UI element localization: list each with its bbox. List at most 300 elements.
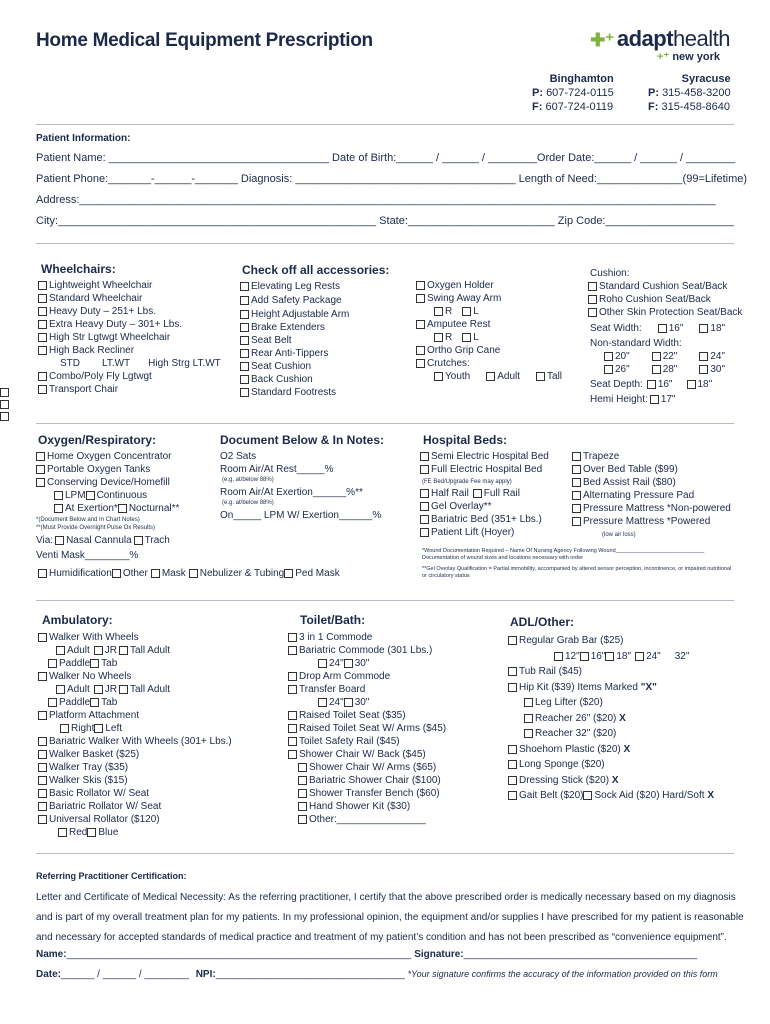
date-field[interactable]: ______ / ______ / ________ bbox=[61, 969, 189, 980]
checkbox[interactable] bbox=[38, 802, 47, 811]
checkbox[interactable] bbox=[0, 388, 9, 397]
checkbox[interactable] bbox=[572, 465, 581, 474]
option-label: Amputee Rest bbox=[427, 319, 491, 330]
type-high-strength[interactable]: High Strg LT.WT bbox=[148, 358, 221, 369]
bed-option[interactable] bbox=[572, 489, 731, 502]
ambulatory-option[interactable] bbox=[38, 761, 232, 774]
toilet-sub-option[interactable] bbox=[288, 787, 446, 800]
checkbox[interactable] bbox=[344, 659, 353, 668]
seat-width-row bbox=[588, 322, 742, 335]
checkbox[interactable] bbox=[298, 776, 307, 785]
wheelchair-option[interactable] bbox=[38, 370, 221, 383]
accessory-option[interactable] bbox=[240, 294, 349, 307]
nonstd-row-2 bbox=[588, 363, 742, 376]
name-signature-row bbox=[36, 949, 697, 960]
oxygen-option[interactable] bbox=[36, 476, 179, 489]
checkbox[interactable] bbox=[38, 346, 47, 355]
checkbox[interactable] bbox=[699, 324, 708, 333]
toilet-option[interactable] bbox=[288, 644, 446, 657]
checkbox[interactable] bbox=[38, 672, 47, 681]
seat-width-label: Seat Width: bbox=[590, 323, 642, 334]
option-label: Raised Toilet Seat W/ Arms ($45) bbox=[299, 723, 447, 734]
checkbox[interactable] bbox=[524, 698, 533, 707]
checkbox-right[interactable] bbox=[434, 333, 443, 342]
checkbox[interactable] bbox=[240, 296, 249, 305]
checkbox[interactable] bbox=[508, 636, 517, 645]
toilet-option[interactable] bbox=[288, 709, 446, 722]
x-mark: "X" bbox=[640, 681, 657, 693]
checkbox[interactable] bbox=[240, 323, 249, 332]
checkbox[interactable] bbox=[318, 659, 327, 668]
checkbox[interactable] bbox=[94, 685, 103, 694]
color-row bbox=[38, 826, 232, 839]
checkbox[interactable] bbox=[38, 750, 47, 759]
divider bbox=[36, 600, 734, 601]
ambulatory-section bbox=[38, 613, 232, 839]
ambulatory-option[interactable] bbox=[38, 787, 232, 800]
option-label: Patient Lift (Hoyer) bbox=[431, 527, 515, 538]
ambulatory-option[interactable] bbox=[38, 735, 232, 748]
checkbox[interactable] bbox=[0, 412, 9, 421]
address-line[interactable]: Address:________________________________________________________________________________________________________ bbox=[36, 194, 716, 206]
wheelchair-option[interactable] bbox=[38, 344, 221, 357]
checkbox[interactable] bbox=[420, 528, 429, 537]
checkbox[interactable] bbox=[508, 683, 517, 692]
checkbox[interactable] bbox=[38, 763, 47, 772]
signature-field[interactable]: __________________________________________ bbox=[463, 949, 698, 960]
checkbox[interactable] bbox=[38, 711, 47, 720]
option-label: 12" bbox=[565, 650, 580, 662]
checkbox[interactable] bbox=[38, 281, 47, 290]
bed-option[interactable] bbox=[572, 515, 731, 528]
checkbox[interactable] bbox=[524, 714, 533, 723]
bed-option[interactable] bbox=[572, 463, 731, 476]
accessory-option[interactable] bbox=[416, 279, 562, 292]
toilet-sub-option[interactable] bbox=[288, 761, 446, 774]
option-label: Other Skin Protection Seat/Back bbox=[599, 307, 743, 318]
checkbox[interactable] bbox=[38, 294, 47, 303]
checkbox[interactable] bbox=[38, 307, 47, 316]
checkbox[interactable] bbox=[650, 395, 659, 404]
option-label: Elevating Leg Rests bbox=[251, 281, 340, 292]
wheelchair-option[interactable] bbox=[38, 331, 221, 344]
checkbox[interactable] bbox=[60, 724, 69, 733]
date-label: Date: bbox=[36, 969, 62, 980]
ambulatory-option[interactable] bbox=[38, 813, 232, 826]
page-title: Home Medical Equipment Prescription bbox=[36, 30, 373, 51]
checkbox[interactable] bbox=[38, 789, 47, 798]
cushion-option[interactable] bbox=[588, 306, 742, 319]
option-label: Transfer Board bbox=[299, 684, 366, 695]
checkbox[interactable] bbox=[151, 569, 160, 578]
adl-option[interactable] bbox=[508, 680, 714, 696]
accessory-option[interactable] bbox=[240, 321, 349, 334]
checkbox[interactable] bbox=[288, 672, 297, 681]
size-row bbox=[38, 683, 232, 696]
oxygen-option[interactable] bbox=[36, 450, 179, 463]
checkbox[interactable] bbox=[554, 652, 563, 661]
wheelchair-option[interactable] bbox=[38, 383, 221, 396]
option-label: 24" bbox=[710, 351, 726, 362]
checkbox[interactable] bbox=[298, 789, 307, 798]
checkbox[interactable] bbox=[572, 452, 581, 461]
oxygen-note-1: *(Document Below and In Chart Notes) bbox=[36, 517, 140, 523]
option-label: Continuous bbox=[96, 490, 148, 501]
toilet-option[interactable] bbox=[288, 683, 446, 696]
option-label: Adult bbox=[67, 684, 90, 695]
accessory-option[interactable] bbox=[240, 386, 349, 399]
crutch-sizes bbox=[416, 370, 562, 383]
checkbox[interactable] bbox=[508, 760, 517, 769]
checkbox[interactable] bbox=[420, 502, 429, 511]
checkbox[interactable] bbox=[38, 776, 47, 785]
option-label: Trach bbox=[144, 535, 170, 546]
accessory-option[interactable] bbox=[240, 347, 349, 360]
checkbox[interactable] bbox=[434, 372, 443, 381]
option-label: Youth bbox=[445, 371, 471, 382]
wheelchair-option[interactable] bbox=[38, 305, 221, 318]
plus-icon: ✚⁺ bbox=[590, 30, 614, 50]
option-label: Rear Anti-Tippers bbox=[251, 348, 329, 359]
checkbox[interactable] bbox=[119, 685, 128, 694]
accessory-option[interactable] bbox=[416, 292, 562, 305]
option-label: Paddle bbox=[59, 697, 91, 708]
checkbox[interactable] bbox=[416, 294, 425, 303]
checkbox[interactable] bbox=[0, 400, 9, 409]
on-lpm-exertion[interactable]: On_____ LPM W/ Exertion______% bbox=[220, 510, 382, 521]
bed-option[interactable] bbox=[420, 463, 549, 476]
gel-note: **Gel Overlay Qualification = Partial immobility, accompanied by altered sensor perception, incontinence, or impaired nutritional or circulatory status bbox=[422, 566, 732, 579]
toilet-option[interactable] bbox=[288, 748, 446, 761]
option-label: 16" bbox=[657, 379, 673, 390]
size-row bbox=[288, 657, 446, 670]
checkbox[interactable] bbox=[416, 281, 425, 290]
checkbox[interactable] bbox=[38, 633, 47, 642]
checkbox[interactable] bbox=[240, 310, 249, 319]
divider bbox=[36, 423, 734, 424]
option-label: Gel Overlay** bbox=[431, 501, 492, 512]
checkbox[interactable] bbox=[420, 515, 429, 524]
option-label: Left bbox=[105, 723, 123, 734]
checkbox[interactable] bbox=[508, 791, 517, 800]
checkbox[interactable] bbox=[604, 352, 613, 361]
accessory-option[interactable] bbox=[240, 334, 349, 347]
brand-bold: adapt bbox=[616, 26, 674, 51]
ambulatory-option[interactable] bbox=[38, 709, 232, 722]
checkbox[interactable] bbox=[240, 375, 249, 384]
option-label: High Str Lgtwgt Wheelchair bbox=[49, 332, 171, 343]
office-phone: 607-724-0115 bbox=[546, 87, 614, 99]
checkbox[interactable] bbox=[55, 536, 64, 545]
option-label: Hand Shower Kit ($30) bbox=[309, 801, 411, 812]
option-label: Standard Wheelchair bbox=[49, 293, 143, 304]
hip-item[interactable] bbox=[508, 695, 714, 711]
checkbox[interactable] bbox=[588, 308, 597, 317]
option-label: 26" bbox=[615, 364, 630, 375]
checkbox[interactable] bbox=[344, 698, 353, 707]
ambulatory-option[interactable] bbox=[38, 670, 232, 683]
checkbox[interactable] bbox=[58, 828, 67, 837]
option-label: Full Electric Hospital Bed bbox=[431, 464, 543, 475]
checkbox[interactable] bbox=[288, 646, 297, 655]
checkbox[interactable] bbox=[647, 380, 656, 389]
checkbox[interactable] bbox=[86, 491, 95, 500]
hip-item[interactable] bbox=[508, 726, 714, 742]
fax-label: F: bbox=[532, 101, 543, 113]
option-label: Right bbox=[71, 723, 95, 734]
venti-mask-line[interactable]: Venti Mask________% bbox=[36, 550, 139, 561]
patient-phone-line[interactable]: Patient Phone:_______-______-_______ Diagnosis: ____________________________________ Length of Need:______________(99=Lifetime) bbox=[36, 173, 748, 185]
option-label: Back Cushion bbox=[251, 374, 313, 385]
option-label: Seat Cushion bbox=[251, 361, 312, 372]
checkbox[interactable] bbox=[699, 352, 708, 361]
checkbox[interactable] bbox=[36, 465, 45, 474]
accessory-option[interactable] bbox=[240, 360, 349, 373]
city-line[interactable]: City:____________________________________________________ State:________________________ Zip Code:_____________________ bbox=[36, 215, 734, 227]
checkbox[interactable] bbox=[473, 489, 482, 498]
plus-small-icon: +⁺ bbox=[657, 51, 670, 63]
office-fax: 607-724-0119 bbox=[545, 101, 614, 113]
checkbox[interactable] bbox=[288, 724, 297, 733]
checkbox[interactable] bbox=[240, 388, 249, 397]
checkbox[interactable] bbox=[284, 569, 293, 578]
adl-option[interactable] bbox=[508, 788, 714, 804]
toilet-sub-option[interactable] bbox=[288, 774, 446, 787]
bed-option[interactable] bbox=[420, 526, 549, 539]
accessories-list-2 bbox=[416, 279, 562, 383]
option-label: Standard Cushion Seat/Back bbox=[599, 281, 728, 292]
option-label: Ped Mask bbox=[295, 568, 340, 579]
adl-option[interactable] bbox=[508, 742, 714, 758]
low-air-note: (low air loss) bbox=[602, 532, 636, 538]
ambulatory-option[interactable] bbox=[38, 631, 232, 644]
bed-option[interactable] bbox=[572, 476, 731, 489]
option-label: Other bbox=[122, 568, 148, 579]
bed-option[interactable] bbox=[572, 450, 731, 463]
checkbox[interactable] bbox=[94, 724, 103, 733]
checkbox[interactable] bbox=[687, 380, 696, 389]
x-mark: X bbox=[623, 743, 631, 755]
option-label: Lightweight Wheelchair bbox=[49, 280, 153, 291]
checkbox[interactable] bbox=[118, 504, 127, 513]
checkbox[interactable] bbox=[298, 815, 307, 824]
checkbox[interactable] bbox=[288, 750, 297, 759]
option-label: 3 in 1 Commode bbox=[299, 632, 373, 643]
adapthealth-logo bbox=[590, 26, 730, 63]
checkbox[interactable] bbox=[288, 685, 297, 694]
checkbox[interactable] bbox=[298, 763, 307, 772]
option-label: Reacher 32" ($20) bbox=[535, 728, 617, 739]
checkbox[interactable] bbox=[298, 802, 307, 811]
accessory-option[interactable] bbox=[240, 280, 349, 293]
option-label: Platform Attachment bbox=[49, 710, 140, 721]
bed-option[interactable] bbox=[420, 500, 549, 513]
checkbox[interactable] bbox=[90, 698, 99, 707]
checkbox[interactable] bbox=[48, 698, 57, 707]
option-label: Shoehorn Plastic ($20) bbox=[519, 743, 621, 755]
bed-option[interactable] bbox=[572, 502, 731, 515]
checkbox[interactable] bbox=[94, 646, 103, 655]
room-air-rest[interactable]: Room Air/At Rest_____% bbox=[220, 464, 334, 475]
checkbox[interactable] bbox=[38, 320, 47, 329]
option-label: At Exertion* bbox=[65, 503, 118, 514]
adl-option[interactable] bbox=[508, 664, 714, 680]
room-air-exertion[interactable]: Room Air/At Exertion______%** bbox=[220, 487, 363, 498]
recliner-types bbox=[38, 357, 221, 370]
cushion-option[interactable] bbox=[588, 293, 742, 306]
checkbox[interactable] bbox=[420, 465, 429, 474]
wheelchair-option[interactable] bbox=[38, 318, 221, 331]
checkbox[interactable] bbox=[36, 478, 45, 487]
option-label: R bbox=[445, 332, 453, 343]
checkbox[interactable] bbox=[87, 828, 96, 837]
side-options bbox=[416, 331, 562, 344]
checkbox[interactable] bbox=[652, 365, 661, 374]
toilet-option[interactable] bbox=[288, 631, 446, 644]
margin-checkboxes bbox=[0, 388, 11, 421]
checkbox[interactable] bbox=[318, 698, 327, 707]
checkbox[interactable] bbox=[699, 365, 708, 374]
checkbox[interactable] bbox=[240, 362, 249, 371]
office-name: Syracuse bbox=[681, 73, 731, 85]
bed-option[interactable] bbox=[420, 513, 549, 526]
toilet-option[interactable] bbox=[288, 722, 446, 735]
toilet-sub-option[interactable] bbox=[288, 800, 446, 813]
checkbox[interactable] bbox=[588, 282, 597, 291]
checkbox[interactable] bbox=[119, 646, 128, 655]
checkbox[interactable] bbox=[189, 569, 198, 578]
certification-line: and is part of my overall treatment plan for my patients. In my professional opinion, the equipment and/or supplies I have prescribed for my patient is reasonable bbox=[36, 912, 744, 923]
checkbox[interactable] bbox=[580, 652, 589, 661]
grab-sizes bbox=[508, 649, 714, 665]
option-label: JR bbox=[104, 684, 118, 695]
accessory-option[interactable] bbox=[416, 344, 562, 357]
x-mark: X bbox=[707, 790, 714, 801]
checkbox[interactable] bbox=[524, 729, 533, 738]
accessory-option[interactable] bbox=[240, 308, 349, 321]
checkbox[interactable] bbox=[288, 737, 297, 746]
bed-option[interactable] bbox=[420, 450, 549, 463]
toilet-sub-option[interactable] bbox=[288, 813, 446, 826]
checkbox[interactable] bbox=[90, 659, 99, 668]
checkbox[interactable] bbox=[604, 365, 613, 374]
checkbox[interactable] bbox=[652, 352, 661, 361]
hip-item[interactable] bbox=[508, 711, 714, 727]
wheelchair-option[interactable] bbox=[38, 279, 221, 292]
type-ltwt[interactable]: LT.WT bbox=[102, 358, 131, 369]
x-mark: X bbox=[611, 774, 619, 786]
checkbox[interactable] bbox=[416, 320, 425, 329]
checkbox-left[interactable] bbox=[462, 333, 471, 342]
checkbox[interactable] bbox=[38, 569, 47, 578]
checkbox[interactable] bbox=[605, 652, 614, 661]
name-field[interactable]: ______________________________________________________________ bbox=[66, 949, 412, 960]
checkbox[interactable] bbox=[583, 791, 592, 800]
checkbox[interactable] bbox=[572, 478, 581, 487]
checkbox[interactable] bbox=[572, 517, 581, 526]
toilet-option[interactable] bbox=[288, 670, 446, 683]
checkbox[interactable] bbox=[56, 646, 65, 655]
seat-depth-label: Seat Depth: bbox=[590, 379, 643, 390]
checkbox[interactable] bbox=[508, 745, 517, 754]
adl-option[interactable] bbox=[508, 633, 714, 649]
checkbox[interactable] bbox=[38, 372, 47, 381]
checkbox[interactable] bbox=[240, 336, 249, 345]
checkbox-left[interactable] bbox=[462, 307, 471, 316]
checkbox[interactable] bbox=[420, 489, 429, 498]
exertion-row bbox=[36, 502, 179, 515]
checkbox[interactable] bbox=[588, 295, 597, 304]
checkbox[interactable] bbox=[572, 491, 581, 500]
checkbox-right[interactable] bbox=[434, 307, 443, 316]
checkbox[interactable] bbox=[54, 491, 63, 500]
accessory-option[interactable] bbox=[416, 318, 562, 331]
option-label: 28" bbox=[662, 364, 678, 375]
type-std[interactable]: STD bbox=[60, 358, 80, 369]
checkbox[interactable] bbox=[420, 452, 429, 461]
toilet-bath-section bbox=[288, 613, 446, 826]
lpm-row bbox=[36, 489, 179, 502]
checkbox[interactable] bbox=[38, 385, 47, 394]
adl-option[interactable] bbox=[508, 773, 714, 789]
checkbox[interactable] bbox=[486, 372, 495, 381]
npi-field[interactable]: __________________________________ bbox=[215, 969, 405, 980]
checkbox[interactable] bbox=[56, 685, 65, 694]
adl-section bbox=[508, 615, 714, 804]
checkbox[interactable] bbox=[38, 737, 47, 746]
divider bbox=[36, 243, 734, 244]
checkbox[interactable] bbox=[38, 333, 47, 342]
checkbox[interactable] bbox=[536, 372, 545, 381]
checkbox[interactable] bbox=[288, 633, 297, 642]
checkbox[interactable] bbox=[508, 667, 517, 676]
checkbox[interactable] bbox=[572, 504, 581, 513]
option-label: Toilet Safety Rail ($45) bbox=[299, 736, 400, 747]
cushion-option[interactable] bbox=[588, 280, 742, 293]
checkbox[interactable] bbox=[112, 569, 121, 578]
checkbox[interactable] bbox=[508, 776, 517, 785]
ambulatory-option[interactable] bbox=[38, 748, 232, 761]
rail-row bbox=[420, 487, 549, 500]
checkbox[interactable] bbox=[48, 659, 57, 668]
checkbox[interactable] bbox=[38, 815, 47, 824]
adl-option[interactable] bbox=[508, 757, 714, 773]
ambulatory-option[interactable] bbox=[38, 774, 232, 787]
option-label: Adult bbox=[497, 371, 521, 382]
checkbox[interactable] bbox=[416, 359, 425, 368]
wheelchair-option[interactable] bbox=[38, 292, 221, 305]
checkbox[interactable] bbox=[240, 349, 249, 358]
patient-name-line[interactable]: Patient Name: ____________________________________ Date of Birth:______ / ______ / ________Order Date:______ / ______ / ________ bbox=[36, 152, 736, 164]
option-label: Height Adjustable Arm bbox=[251, 309, 350, 320]
option-label: Adult bbox=[67, 645, 90, 656]
checkbox[interactable] bbox=[240, 282, 249, 291]
oxygen-option[interactable] bbox=[36, 463, 179, 476]
fe-note: (FE Bed/Upgrade Fee may apply) bbox=[422, 479, 512, 485]
accessory-option[interactable] bbox=[240, 373, 349, 386]
option-label: 20" bbox=[615, 351, 630, 362]
checkbox[interactable] bbox=[54, 504, 63, 513]
checkbox[interactable] bbox=[288, 711, 297, 720]
checkbox[interactable] bbox=[36, 452, 45, 461]
ambulatory-option[interactable] bbox=[38, 800, 232, 813]
checkbox[interactable] bbox=[134, 536, 143, 545]
toilet-option[interactable] bbox=[288, 735, 446, 748]
accessory-option[interactable] bbox=[416, 357, 562, 370]
checkbox[interactable] bbox=[635, 652, 644, 661]
checkbox[interactable] bbox=[416, 346, 425, 355]
checkbox[interactable] bbox=[658, 324, 667, 333]
